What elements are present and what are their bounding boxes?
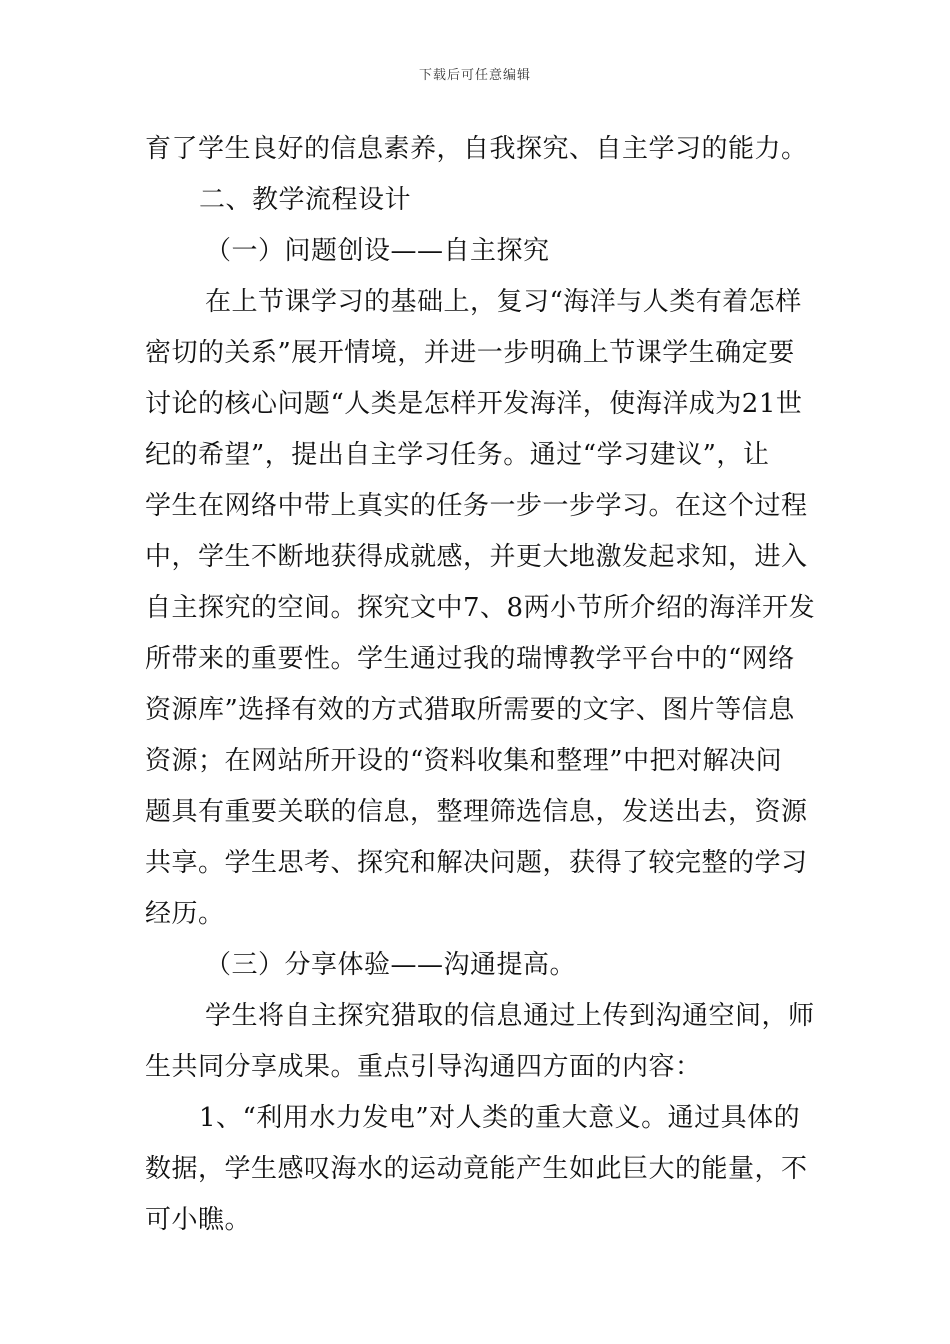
paragraph-line: 可小瞧。	[145, 1205, 252, 1235]
paragraph-line: 学生在网络中带上真实的任务一步一步学习。在这个过程	[145, 491, 808, 521]
subsection-heading: （一）问题创设——自主探究	[205, 236, 550, 266]
paragraph-line: 题具有重要关联的信息，整理筛选信息，发送出去，资源	[145, 797, 808, 827]
section-heading: 二、教学流程设计	[199, 185, 412, 215]
paragraph-line: 数据，学生感叹海水的运动竟能产生如此巨大的能量，不	[145, 1154, 808, 1184]
paragraph-line: 纪的希望”，提出自主学习任务。通过“学习建议”，让	[145, 440, 770, 470]
paragraph-line: 学生将自主探究猎取的信息通过上传到沟通空间，师	[205, 1001, 815, 1031]
paragraph-line: 讨论的核心问题“人类是怎样开发海洋，使海洋成为21世	[145, 389, 803, 419]
paragraph-line: 资源；在网站所开设的“资料收集和整理”中把对解决问	[145, 746, 783, 776]
paragraph-line: 中，学生不断地获得成就感，并更大地激发起求知，进入	[145, 542, 808, 572]
paragraph-line: 自主探究的空间。探究文中7、8两小节所介绍的海洋开发	[145, 593, 816, 623]
paragraph-line: 育了学生良好的信息素养，自我探究、自主学习的能力。	[145, 134, 808, 164]
document-body	[145, 124, 816, 1246]
paragraph-line: 生共同分享成果。重点引导沟通四方面的内容：	[145, 1052, 702, 1082]
paragraph-line: 所带来的重要性。学生通过我的瑞博教学平台中的“网络	[145, 644, 795, 674]
paragraph-line: 在上节课学习的基础上，复习“海洋与人类有着怎样	[205, 287, 802, 317]
paragraph-line: 经历。	[145, 899, 225, 929]
paragraph-line: 共享。学生思考、探究和解决问题，获得了较完整的学习	[145, 848, 808, 878]
subsection-heading: （三）分享体验——沟通提高。	[205, 950, 577, 980]
paragraph-line: 资源库”选择有效的方式猎取所需要的文字、图片等信息	[145, 695, 795, 725]
list-item: 1、“利用水力发电”对人类的重大意义。通过具体的	[199, 1103, 801, 1133]
paragraph-line: 密切的关系”展开情境，并进一步明确上节课学生确定要	[145, 338, 795, 368]
page-header: 下载后可任意编辑	[418, 68, 531, 83]
